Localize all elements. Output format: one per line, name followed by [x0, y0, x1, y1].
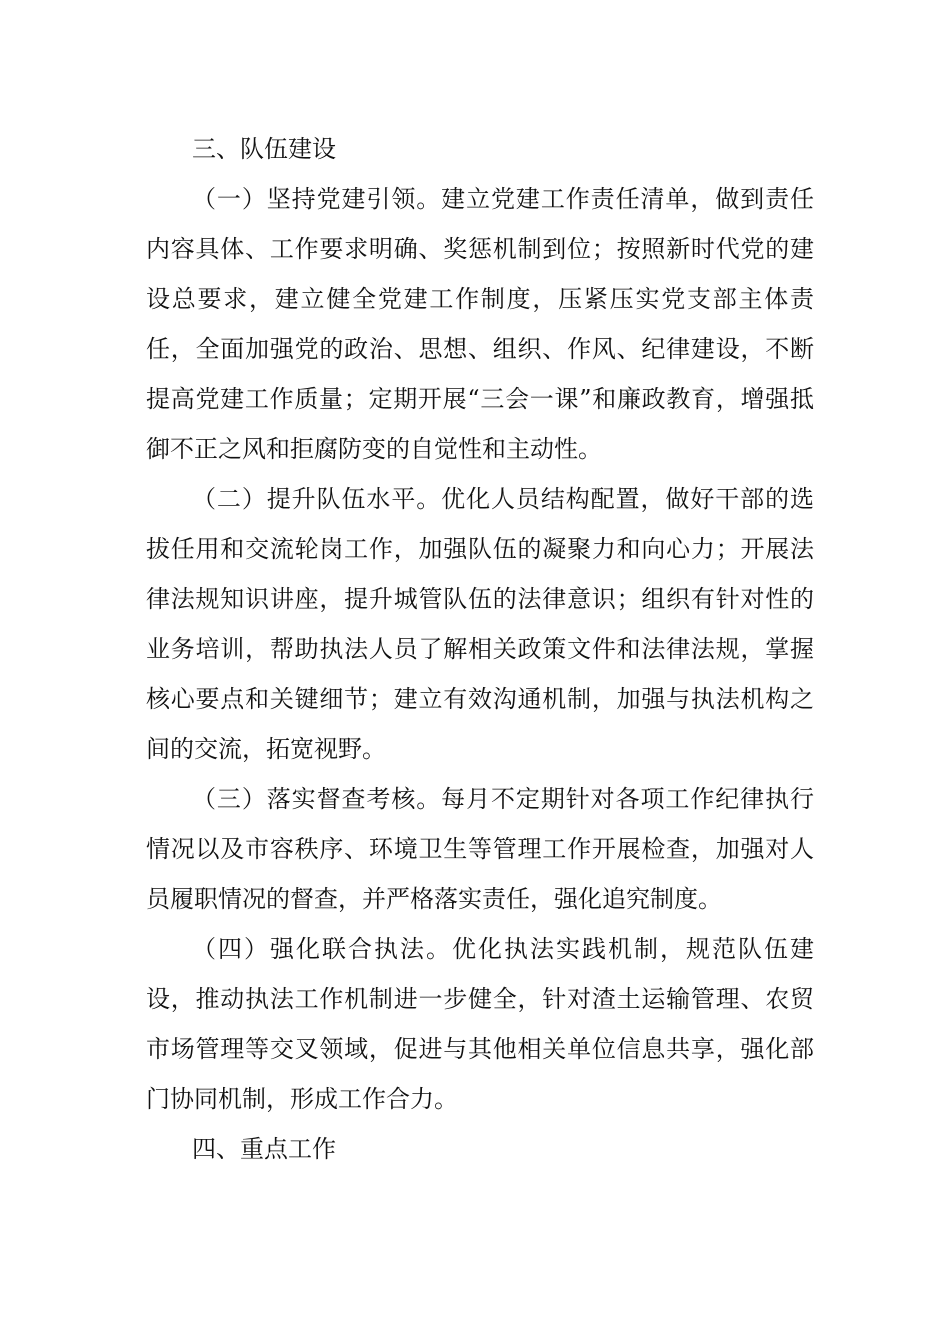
section-heading-key-work: 四、重点工作: [192, 1135, 336, 1163]
paragraph-joint-enforcement: （四）强化联合执法。优化执法实践机制，规范队伍建设，推动执法工作机制进一步健全，针对渣土运输管理、农贸市场管理等交叉领域，促进与其他相关单位信息共享，强化部门协同机制，形成工作合力。: [146, 935, 814, 1113]
document-body: [146, 124, 814, 1174]
paragraph-party-building: （一）坚持党建引领。建立党建工作责任清单，做到责任内容具体、工作要求明确、奖惩机制到位；按照新时代党的建设总要求，建立健全党建工作制度，压紧压实党支部主体责任，全面加强党的政治、思想、组织、作风、纪律建设，不断提高党建工作质量；定期开展“三会一课”和廉政教育，增强抵御不正之风和拒腐防变的自觉性和主动性。: [146, 185, 814, 463]
section-heading-team-building: 三、队伍建设: [192, 135, 336, 163]
paragraph-supervision: （三）落实督查考核。每月不定期针对各项工作纪律执行情况以及市容秩序、环境卫生等管理工作开展检查，加强对人员履职情况的督查，并严格落实责任，强化追究制度。: [146, 785, 814, 913]
paragraph-team-level: （二）提升队伍水平。优化人员结构配置，做好干部的选拔任用和交流轮岗工作，加强队伍的凝聚力和向心力；开展法律法规知识讲座，提升城管队伍的法律意识；组织有针对性的业务培训，帮助执法人员了解相关政策文件和法律法规，掌握核心要点和关键细节；建立有效沟通机制，加强与执法机构之间的交流，拓宽视野。: [146, 485, 814, 763]
